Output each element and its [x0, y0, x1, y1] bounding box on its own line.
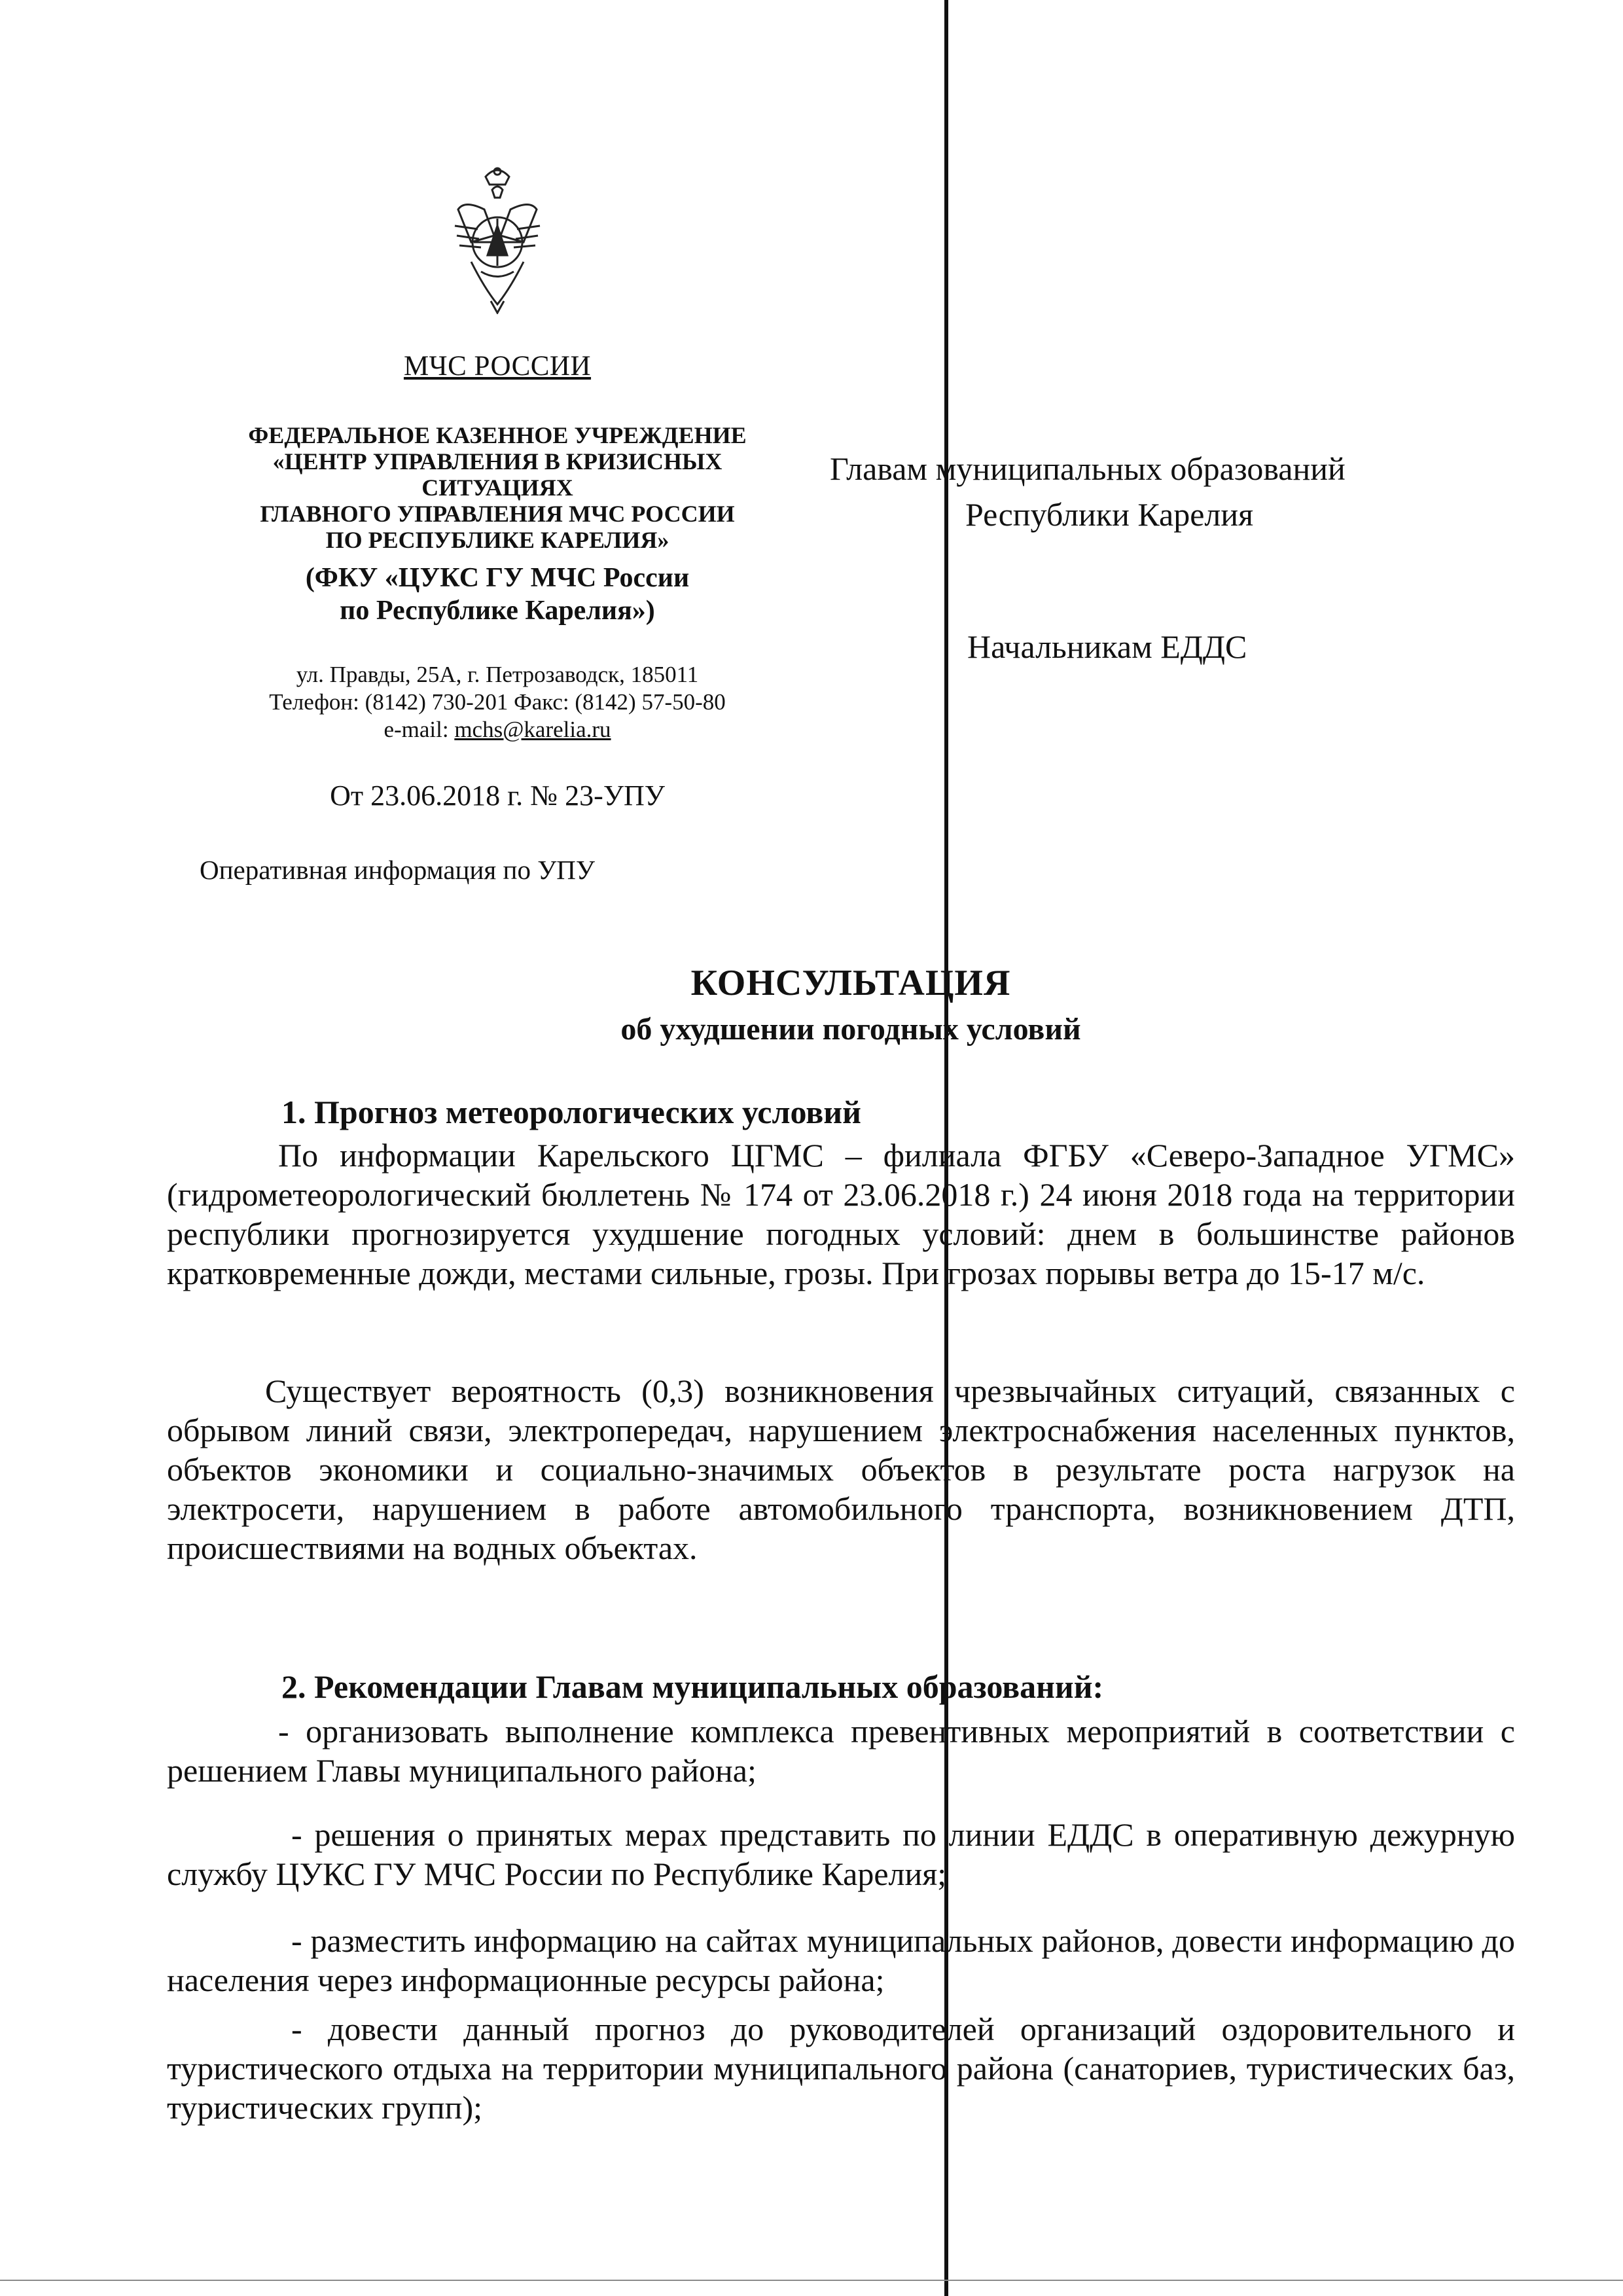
addressee-line: Республики Карелия: [965, 496, 1254, 533]
section-heading: 2. Рекомендации Главам муниципальных образований:: [281, 1668, 1104, 1705]
risk-paragraph: Существует вероятность (0,3) возникновения чрезвычайных ситуаций, связанных с обрывом линий связи, электропередач, нарушением электроснабжения населенных пунктов, объектов экономики и социально-значимых объектов в результате роста нагрузок на электросети, нарушением в работе автомобильного транспорта, возникновением ДТП, происшествиями на водных объектах.: [167, 1372, 1515, 1566]
email-link[interactable]: mchs@karelia.ru: [454, 717, 611, 742]
ministry-name: МЧС РОССИИ: [403, 351, 592, 382]
forecast-paragraph: По информации Карельского ЦГМС – филиала ФГБУ «Северо-Западное УГМС» (гидрометеорологический бюллетень № 174 от 23.06.2018 г.) 24 июня 2018 года на территории республики прогнозируется ухудшение погодных условий: днем в большинстве районов кратковременные дожди, местами сильные, грозы. При грозах порывы ветра до 15-17 м/с.: [167, 1137, 1515, 1291]
recommendation-item: - организовать выполнение комплекса превентивных мероприятий в соответствии с решением Главы муниципального района;: [167, 1713, 1515, 1789]
contact-block: [223, 661, 772, 744]
scan-bottom-edge: [0, 2280, 1623, 2281]
organization-line: СИТУАЦИЯХ: [421, 475, 573, 501]
section-heading: 1. Прогноз метеорологических условий: [281, 1094, 861, 1130]
postal-address: ул. Правды, 25А, г. Петрозаводск, 185011: [296, 662, 699, 687]
organization-short-name: [223, 562, 772, 627]
document-title: КОНСУЛЬТАЦИЯ: [690, 963, 1011, 1003]
addressee-line: Главам муниципальных образований: [830, 450, 1346, 487]
organization-line: ПО РЕСПУБЛИКЕ КАРЕЛИЯ»: [325, 527, 669, 553]
document-reference: От 23.06.2018 г. № 23-УПУ: [330, 780, 665, 812]
organization-name: [223, 422, 772, 553]
recommendation-item: - решения о принятых мерах представить по линии ЕДДС в оперативную дежурную службу ЦУКС ГУ МЧС России по Республике Карелия;: [167, 1816, 1515, 1892]
organization-line: ГЛАВНОГО УПРАВЛЕНИЯ МЧС РОССИИ: [260, 501, 735, 527]
document-subtitle: об ухудшении погодных условий: [620, 1012, 1081, 1047]
document-subject: Оперативная информация по УПУ: [200, 855, 595, 885]
addressee-line: Начальникам ЕДДС: [967, 628, 1247, 665]
mchs-russia-emblem-icon: [445, 164, 550, 314]
organization-line: ФЕДЕРАЛЬНОЕ КАЗЕННОЕ УЧРЕЖДЕНИЕ: [248, 422, 747, 448]
phone-fax: Телефон: (8142) 730-201 Факс: (8142) 57-50-80: [269, 689, 726, 715]
short-name-line: по Республике Карелия»): [340, 596, 655, 626]
recommendation-item: - довести данный прогноз до руководителей организаций оздоровительного и туристического отдыха на территории муниципального района (санаториев, туристических баз, туристических групп);: [167, 2011, 1515, 2126]
email-line: [223, 716, 772, 744]
recommendation-item: - разместить информацию на сайтах муниципальных районов, довести информацию до населения через информационные ресурсы района;: [167, 1922, 1515, 1998]
email-label: e-mail:: [383, 717, 455, 742]
organization-line: «ЦЕНТР УПРАВЛЕНИЯ В КРИЗИСНЫХ: [272, 448, 722, 475]
short-name-line: (ФКУ «ЦУКС ГУ МЧС России: [305, 563, 690, 593]
